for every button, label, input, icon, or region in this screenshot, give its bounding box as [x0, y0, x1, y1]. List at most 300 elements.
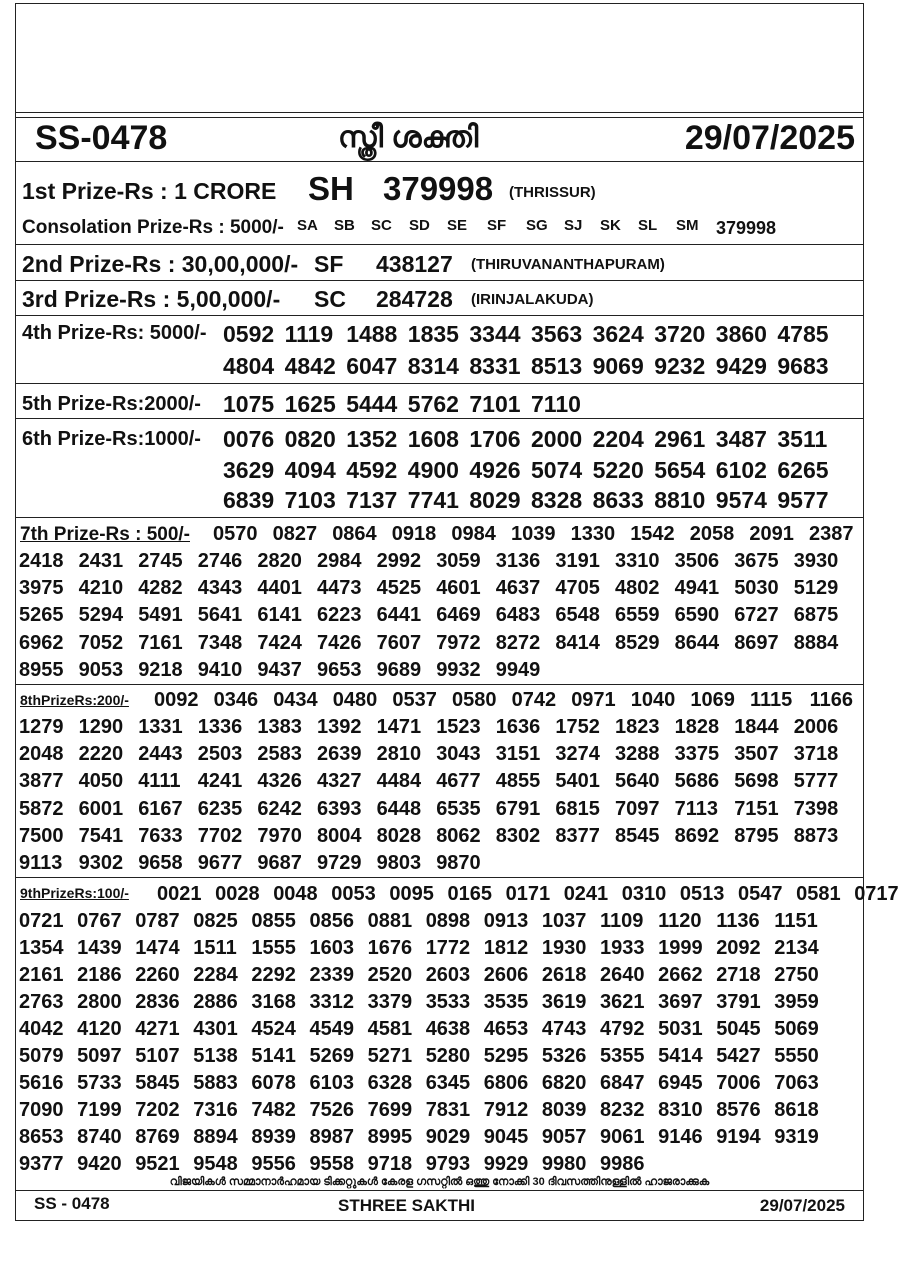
prize-number: 2387: [809, 523, 854, 545]
prize-number: 4473: [317, 577, 362, 599]
prize-number: 9677: [197, 852, 243, 874]
prize-number: 7199: [77, 1099, 122, 1121]
prize-number: 3507: [734, 743, 779, 765]
prize-number: 2443: [138, 743, 183, 765]
prize-number: 0241: [563, 883, 609, 905]
prize-number: 8310: [658, 1099, 703, 1121]
prize-number: 0787: [135, 910, 180, 932]
prize-number: 7097: [615, 798, 660, 820]
prize-number: 8377: [555, 825, 600, 847]
prize-number: 8955: [19, 659, 64, 681]
prize-number: 7090: [19, 1099, 64, 1121]
prize-number: 1471: [376, 716, 422, 738]
prize-number: 9146: [658, 1126, 703, 1148]
divider: [16, 161, 863, 162]
prize-number: 3059: [436, 550, 481, 572]
sixth-prize-label: 6th Prize-Rs:1000/-: [22, 428, 201, 450]
prize-number: 4401: [257, 577, 302, 599]
prize-number: 4525: [376, 577, 422, 599]
prize-number: 3288: [615, 743, 660, 765]
prize-number: 8028: [376, 825, 422, 847]
prize-number: 8545: [615, 825, 660, 847]
prize-number: 4301: [193, 1018, 238, 1040]
prize-number: 5280: [425, 1045, 471, 1067]
prize-number: 5107: [135, 1045, 180, 1067]
prize-number: 9302: [78, 852, 124, 874]
prize-number: 2984: [317, 550, 362, 572]
prize-number: 5097: [77, 1045, 122, 1067]
prize-number: 7633: [138, 825, 183, 847]
prize-number: 1166: [809, 689, 853, 711]
prize-number: 0825: [193, 910, 238, 932]
prize-number: 4111: [138, 770, 181, 792]
prize-number: 3506: [674, 550, 720, 572]
prize-number: 1352: [346, 426, 398, 452]
prize-number: 0984: [451, 523, 496, 545]
prize-number: 0171: [505, 883, 551, 905]
prize-number: 9574: [715, 487, 767, 513]
prize-number: 4804: [223, 353, 275, 379]
prize-number: 8029: [469, 487, 521, 513]
prize-number: 6875: [793, 604, 839, 626]
prize-number: 5355: [600, 1045, 645, 1067]
prize-number: 2640: [600, 964, 645, 986]
prize-number: 9113: [19, 852, 63, 874]
prize-number: 0913: [483, 910, 529, 932]
prize-number: 7202: [135, 1099, 180, 1121]
prize-number: 9929: [483, 1153, 529, 1175]
prize-number: 6223: [317, 604, 362, 626]
prize-number: 2091: [749, 523, 794, 545]
prize-number: 0721: [19, 910, 64, 932]
prize-number: 0165: [447, 883, 492, 905]
prize-number: 9232: [654, 353, 706, 379]
prize-number: 5427: [716, 1045, 761, 1067]
prize-number: 5641: [197, 604, 243, 626]
prize-number: 9687: [257, 852, 302, 874]
prize-number: 8633: [592, 487, 644, 513]
prize-number: 6141: [257, 604, 302, 626]
prize-number: 6001: [78, 798, 124, 820]
prize-number: 9319: [774, 1126, 819, 1148]
prize-number: 3619: [541, 991, 587, 1013]
prize-number: 7006: [716, 1072, 761, 1094]
prize-number: 6815: [555, 798, 600, 820]
prize-number: 3959: [774, 991, 819, 1013]
prize-number: 4524: [251, 1018, 296, 1040]
prize-number: 0855: [251, 910, 296, 932]
prize-number: 3533: [425, 991, 471, 1013]
prize-number: 2639: [317, 743, 362, 765]
footer-date: 29/07/2025: [759, 1196, 845, 1215]
third-prize-number: 284728: [376, 286, 453, 312]
divider: [16, 112, 863, 113]
prize-number: 3621: [600, 991, 645, 1013]
prize-number: 6103: [309, 1072, 354, 1094]
prize-number: 2886: [193, 991, 238, 1013]
prize-number: 4653: [483, 1018, 529, 1040]
prize-number: 8004: [317, 825, 362, 847]
prize-number: 9410: [197, 659, 243, 681]
second-prize-number: 438127: [376, 251, 453, 277]
second-prize-location: (THIRUVANANTHAPURAM): [471, 256, 665, 273]
prize-number: 1625: [284, 391, 336, 417]
draw-date: 29/07/2025: [684, 119, 855, 157]
prize-number: 6167: [138, 798, 183, 820]
prize-number: 5220: [592, 457, 644, 483]
prize-number: 1039: [511, 523, 556, 545]
prize-number: 0881: [367, 910, 413, 932]
prize-number: 1488: [346, 321, 398, 347]
prize-number: 4705: [555, 577, 600, 599]
prize-number: 8995: [367, 1126, 413, 1148]
draw-code: SS-0478: [35, 119, 168, 157]
prize-number: 5491: [138, 604, 183, 626]
consolation-series: SM: [676, 217, 699, 234]
prize-number: 7426: [317, 632, 362, 654]
result-sheet: [15, 3, 899, 1221]
prize-number: 1136: [716, 910, 760, 932]
prize-number: 9689: [376, 659, 422, 681]
prize-number: 1603: [309, 937, 354, 959]
prize-number: 7063: [774, 1072, 819, 1094]
prize-number: 1279: [19, 716, 64, 738]
prize-number: 2810: [376, 743, 422, 765]
prize-number: 7316: [193, 1099, 238, 1121]
prize-number: 9980: [541, 1153, 587, 1175]
prize-number: 4581: [367, 1018, 413, 1040]
prize-number: 9558: [309, 1153, 354, 1175]
prize-number: 7101: [469, 391, 521, 417]
prize-number: 0570: [213, 523, 258, 545]
prize-number: 0076: [223, 426, 275, 452]
divider: [16, 383, 863, 384]
prize-number: 1555: [251, 937, 296, 959]
divider: [16, 1190, 863, 1191]
first-prize-location: (THRISSUR): [509, 184, 596, 201]
prize-number: 2058: [689, 523, 735, 545]
prize-number: 5079: [19, 1045, 64, 1067]
prize-number: 5883: [193, 1072, 238, 1094]
prize-number: 8939: [251, 1126, 296, 1148]
prize-number: 9718: [367, 1153, 413, 1175]
prize-number: 5138: [193, 1045, 238, 1067]
prize-number: 8513: [531, 353, 583, 379]
prize-number: 1120: [658, 910, 702, 932]
prize-number: 4677: [436, 770, 481, 792]
prize-number: 1933: [600, 937, 645, 959]
prize-number: 8810: [654, 487, 706, 513]
prize-number: 5616: [19, 1072, 64, 1094]
prize-number: 9870: [436, 852, 481, 874]
prize-number: 2583: [257, 743, 302, 765]
prize-number: 2204: [592, 426, 644, 452]
prize-number: 9949: [495, 659, 541, 681]
prize-number: 2606: [483, 964, 529, 986]
prize-number: 6078: [251, 1072, 296, 1094]
prize-number: 0547: [738, 883, 783, 905]
prize-number: 5265: [19, 604, 64, 626]
prize-number: 9437: [257, 659, 302, 681]
prize-number: 2284: [193, 964, 238, 986]
prize-number: 1523: [436, 716, 481, 738]
prize-number: 1075: [223, 391, 275, 417]
prize-number: 4094: [284, 457, 336, 483]
prize-number: 7541: [78, 825, 124, 847]
prize-number: 8529: [615, 632, 660, 654]
prize-number: 3697: [658, 991, 703, 1013]
prize-number: 2961: [654, 426, 706, 452]
prize-number: 4792: [600, 1018, 645, 1040]
prize-number: 5295: [483, 1045, 529, 1067]
consolation-series: SE: [447, 217, 468, 234]
prize-number: 3975: [19, 577, 64, 599]
first-prize-label: 1st Prize-Rs : 1 CRORE: [22, 178, 277, 204]
prize-number: 9053: [78, 659, 124, 681]
prize-number: 5444: [346, 391, 398, 417]
prize-number: 7912: [483, 1099, 529, 1121]
prize-number: 6242: [257, 798, 302, 820]
divider: [16, 315, 863, 316]
prize-number: 2763: [19, 991, 64, 1013]
prize-number: 5294: [78, 604, 124, 626]
prize-number: 7424: [257, 632, 302, 654]
prize-number: 6791: [495, 798, 541, 820]
prize-number: 4343: [197, 577, 243, 599]
prize-number: 5129: [793, 577, 839, 599]
prize-number: 1392: [317, 716, 362, 738]
third-prize-series: SC: [314, 286, 346, 312]
prize-number: 3718: [793, 743, 839, 765]
prize-number: 1290: [78, 716, 124, 738]
prize-number: 9653: [317, 659, 362, 681]
prize-number: 8795: [734, 825, 779, 847]
prize-number: 2718: [716, 964, 761, 986]
prize-number: 4120: [77, 1018, 122, 1040]
prize-number: 6727: [734, 604, 779, 626]
prize-number: 1119: [284, 321, 334, 347]
prize-number: 7500: [19, 825, 64, 847]
prize-number: 1752: [555, 716, 600, 738]
prize-number: 2220: [78, 743, 124, 765]
prize-number: 0537: [392, 689, 437, 711]
prize-number: 8328: [531, 487, 583, 513]
prize-number: 2745: [138, 550, 183, 572]
prize-number: 8232: [600, 1099, 645, 1121]
prize-number: 5777: [793, 770, 839, 792]
prize-number: 0021: [157, 883, 202, 905]
consolation-label: Consolation Prize-Rs : 5000/-: [22, 217, 284, 238]
prize-number: 8272: [495, 632, 541, 654]
prize-number: 2431: [78, 550, 124, 572]
prize-number: 7699: [367, 1099, 413, 1121]
prize-number: 9729: [317, 852, 362, 874]
prize-number: 9057: [541, 1126, 587, 1148]
prize-number: 3487: [715, 426, 767, 452]
prize-number: 8414: [555, 632, 600, 654]
prize-number: 8314: [407, 353, 459, 379]
prize-number: 2000: [531, 426, 583, 452]
prize-number: 7151: [734, 798, 779, 820]
prize-number: 5654: [654, 457, 706, 483]
prize-number: 7702: [197, 825, 243, 847]
third-prize-label: 3rd Prize-Rs : 5,00,000/-: [22, 286, 281, 312]
consolation-series: SB: [334, 217, 355, 234]
seventh-prize-label: 7th Prize-Rs : 500/-: [20, 524, 190, 545]
prize-number: 2992: [376, 550, 422, 572]
prize-number: 9029: [425, 1126, 471, 1148]
prize-number: 9577: [777, 487, 829, 513]
prize-number: 9045: [483, 1126, 529, 1148]
prize-number: 3310: [615, 550, 660, 572]
prize-number: 6448: [376, 798, 422, 820]
prize-number: 5733: [77, 1072, 122, 1094]
prize-number: 4855: [495, 770, 541, 792]
prize-number: 1930: [541, 937, 587, 959]
prize-number: 1511: [193, 937, 237, 959]
prize-number: 9218: [138, 659, 183, 681]
prize-number: 7482: [251, 1099, 296, 1121]
prize-number: 2820: [257, 550, 302, 572]
prize-number: 4842: [284, 353, 336, 379]
prize-number: 0742: [511, 689, 557, 711]
divider: [16, 244, 863, 245]
consolation-number: 379998: [716, 218, 777, 238]
prize-number: 8062: [436, 825, 481, 847]
prize-number: 3791: [716, 991, 761, 1013]
fifth-prize-label: 5th Prize-Rs:2000/-: [22, 393, 201, 415]
claim-notice: വിജയികൾ സമ്മാനാർഹമായ ടിക്കറ്റുകൾ കേരള ഗസറ്റിൽ ഒത്തു നോക്കി 30 ദിവസത്തിനുള്ളിൽ ഹാജരാക്കുക: [169, 1176, 710, 1188]
prize-number: 3136: [495, 550, 541, 572]
prize-number: 0053: [331, 883, 376, 905]
prize-number: 7831: [425, 1099, 471, 1121]
prize-number: 3535: [483, 991, 529, 1013]
prize-number: 1812: [483, 937, 529, 959]
prize-number: 1706: [469, 426, 521, 452]
prize-number: 6962: [19, 632, 64, 654]
prize-number: 0028: [215, 883, 260, 905]
prize-number: 4900: [407, 457, 459, 483]
prize-number: 2186: [77, 964, 122, 986]
prize-number: 0820: [284, 426, 336, 452]
prize-number: 1109: [600, 910, 644, 932]
prize-number: 3274: [555, 743, 600, 765]
prize-number: 4926: [469, 457, 521, 483]
prize-number: 8697: [734, 632, 779, 654]
prize-number: 9069: [592, 353, 644, 379]
prize-number: 6945: [658, 1072, 703, 1094]
prize-number: 9683: [777, 353, 829, 379]
prize-number: 6328: [367, 1072, 413, 1094]
prize-number: 8331: [469, 353, 521, 379]
prize-number: 2836: [135, 991, 180, 1013]
prize-number: 5069: [774, 1018, 819, 1040]
prize-number: 3191: [555, 550, 600, 572]
prize-number: 3675: [734, 550, 779, 572]
prize-number: 4592: [346, 457, 398, 483]
prize-number: 0592: [223, 321, 275, 347]
prize-number: 1336: [197, 716, 243, 738]
prize-number: 2092: [716, 937, 761, 959]
prize-number: 8987: [309, 1126, 354, 1148]
prize-number: 4241: [197, 770, 243, 792]
prize-number: 1844: [734, 716, 779, 738]
prize-number: 3168: [251, 991, 296, 1013]
prize-number: 5269: [309, 1045, 354, 1067]
prize-number: 0310: [621, 883, 667, 905]
prize-number: 5686: [674, 770, 720, 792]
eighth-prize-label: 8thPrizeRs:200/-: [20, 692, 129, 708]
prize-number: 1115: [750, 689, 793, 711]
prize-number: 2603: [425, 964, 471, 986]
consolation-series: SG: [526, 217, 548, 234]
prize-number: 9521: [135, 1153, 180, 1175]
prize-number: 3312: [309, 991, 354, 1013]
prize-number: 2750: [774, 964, 819, 986]
prize-number: 5030: [734, 577, 779, 599]
prize-number: 9793: [425, 1153, 471, 1175]
prize-number: 4327: [317, 770, 362, 792]
prize-number: 2134: [774, 937, 819, 959]
prize-number: 1474: [135, 937, 180, 959]
prize-number: 4638: [425, 1018, 471, 1040]
prize-number: 0864: [332, 523, 377, 545]
prize-number: 0095: [389, 883, 434, 905]
prize-number: 7110: [531, 391, 581, 417]
prize-number: 8894: [193, 1126, 238, 1148]
prize-number: 8576: [716, 1099, 761, 1121]
prize-number: 2520: [367, 964, 413, 986]
prize-number: 3344: [469, 321, 521, 347]
prize-number: 9377: [19, 1153, 64, 1175]
prize-number: 3629: [223, 457, 275, 483]
prize-number: 9556: [251, 1153, 296, 1175]
divider: [16, 684, 863, 685]
prize-number: 4637: [495, 577, 541, 599]
consolation-series: SK: [600, 217, 621, 234]
prize-number: 7161: [138, 632, 183, 654]
prize-number: 8692: [674, 825, 720, 847]
prize-number: 3151: [495, 743, 541, 765]
prize-number: 8302: [495, 825, 541, 847]
prize-number: 4484: [376, 770, 422, 792]
consolation-series: SA: [297, 217, 318, 234]
prize-number: 5074: [531, 457, 583, 483]
prize-number: 0480: [332, 689, 378, 711]
prize-number: 9429: [715, 353, 767, 379]
prize-number: 4326: [257, 770, 302, 792]
prize-number: 5762: [407, 391, 459, 417]
prize-number: 2503: [197, 743, 243, 765]
prize-number: 1151: [774, 910, 818, 932]
prize-number: 1835: [407, 321, 459, 347]
prize-number: 7970: [257, 825, 302, 847]
prize-number: 1354: [19, 937, 64, 959]
prize-number: 8644: [674, 632, 720, 654]
prize-number: 4042: [19, 1018, 64, 1040]
prize-number: 9420: [77, 1153, 122, 1175]
third-prize-location: (IRINJALAKUDA): [471, 291, 594, 308]
prize-number: 7137: [346, 487, 398, 513]
prize-number: 5698: [734, 770, 779, 792]
divider: [16, 517, 863, 518]
prize-number: 1383: [257, 716, 302, 738]
prize-number: 6548: [555, 604, 600, 626]
prize-number: 9061: [600, 1126, 645, 1148]
prize-number: 5045: [716, 1018, 761, 1040]
prize-number: 5326: [541, 1045, 587, 1067]
divider: [16, 280, 863, 281]
